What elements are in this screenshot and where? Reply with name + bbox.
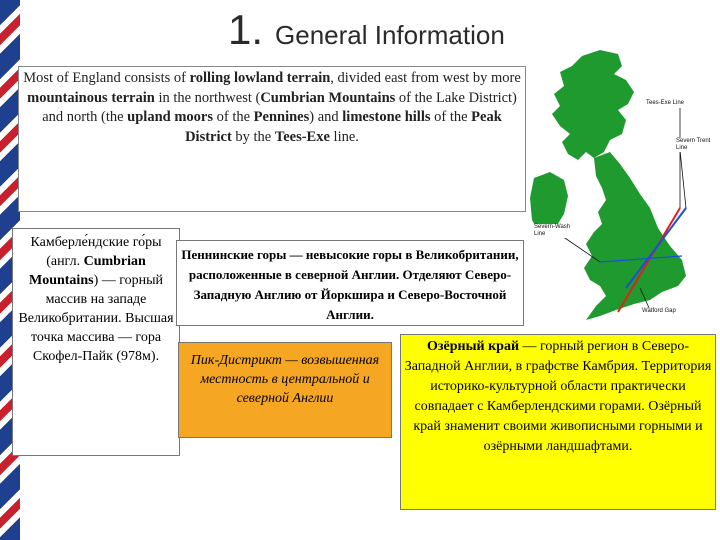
cumbrian-mountains-box (12, 228, 180, 456)
intro-text: line. (329, 128, 359, 145)
intro-text: of the (430, 109, 472, 125)
cumbrian-text: (англ. (46, 254, 84, 269)
cumbrian-text: ) — горный массив на западе Великобритании. Высшая точка массива — гора Скофел-Пайк (978м). (18, 273, 174, 364)
peak-district-box (178, 342, 392, 438)
intro-text: ) and (309, 109, 343, 125)
scotland-landmass (552, 50, 634, 160)
intro-bold: limestone hills (342, 109, 431, 125)
lake-district-box (400, 334, 716, 510)
label-tees-exe: Tees-Exe Line (646, 100, 685, 106)
britain-map-svg (530, 48, 720, 348)
intro-bold: Cumbrian Mountains (260, 89, 396, 106)
lake-heading: Озёрный край (427, 339, 520, 354)
lake-text: — горный регион в Северо-Западной Англии, в графстве Камбрия. Территория историко-культурной области практически совпадает с Камберлендскими горами. Озёрный край знаменит своими живописными горными и озёрными ландшафтами. (404, 339, 712, 454)
page-title (228, 6, 505, 53)
intro-text: of the Lake District) and north (the (42, 89, 517, 125)
cumbrian-english-name: Cumbrian Mountains (28, 254, 146, 288)
title-text: General Information (275, 20, 505, 50)
intro-bold: rolling lowland terrain (189, 70, 331, 86)
intro-paragraph (18, 66, 526, 212)
title-number: 1. (228, 6, 264, 53)
label-severn-trent: Severn Trent Line (676, 138, 716, 152)
intro-bold: mountainous terrain (27, 89, 155, 106)
intro-bold: Tees-Exe (274, 128, 330, 145)
pennines-text: Пеннинские горы — невысокие горы в Великобритании, расположенные в северной Англии. Отделяют Северо-Западную Англию от Йоркшира и Северо-Восточной Англии. (181, 247, 519, 322)
pointer-severn (680, 150, 686, 208)
peak-text: Пик-Дистрикт — возвышенная местность в центральной и северной Англии (190, 353, 380, 406)
britain-map (530, 48, 720, 348)
intro-text: by the (231, 128, 275, 145)
label-severn-wash: Severn-Wash Line (534, 224, 574, 238)
cumbrian-heading: Камберле́ндские го́ры (30, 235, 162, 250)
intro-text: , divided east from west by more (330, 70, 521, 86)
intro-text: Most of England consists of (23, 70, 190, 86)
intro-bold: Peak District (185, 109, 502, 145)
intro-bold: Pennines (253, 109, 310, 125)
pennines-box (176, 240, 524, 326)
england-wales-landmass (584, 152, 686, 320)
intro-text: in the northwest ( (154, 89, 261, 106)
intro-text: of the (213, 109, 254, 125)
intro-bold: upland moors (127, 109, 213, 125)
label-watford-gap: Watford Gap (642, 308, 676, 314)
